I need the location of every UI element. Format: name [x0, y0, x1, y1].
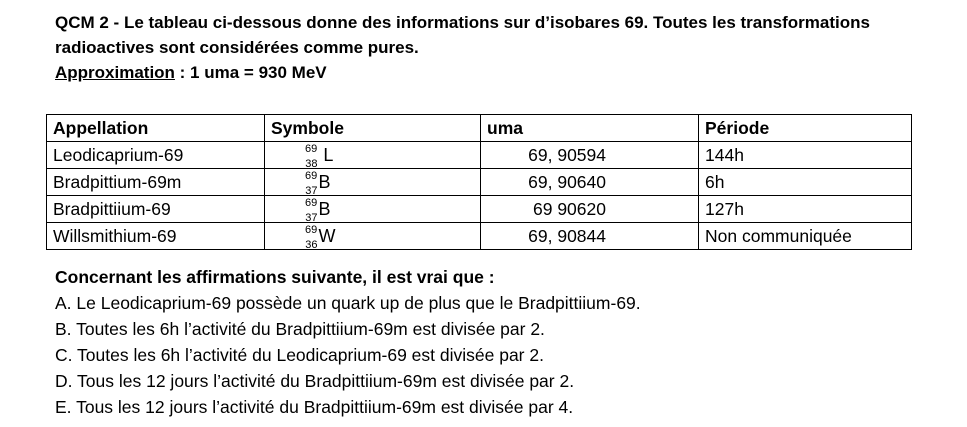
cell-appellation: Bradpittium-69m: [47, 169, 265, 196]
mass-number: 69: [305, 196, 318, 209]
cell-symbole: [265, 169, 481, 196]
table-row: [47, 169, 912, 196]
table-row: [47, 223, 912, 250]
cell-appellation: Willsmithium-69: [47, 223, 265, 250]
question-header: [55, 10, 955, 85]
cell-uma: 69, 90640: [481, 169, 699, 196]
question-block: [55, 264, 935, 420]
element-letter: B: [318, 198, 331, 219]
cell-symbole: [265, 223, 481, 250]
option-e: E. Tous les 12 jours l’activité du Bradpittiium-69m est divisée par 4.: [55, 397, 574, 417]
table-row: [47, 196, 912, 223]
mass-number: 69: [305, 223, 318, 236]
option-a: A. Le Leodicaprium-69 possède un quark up de plus que le Bradpittiium-69.: [55, 293, 641, 313]
option-c: C. Toutes les 6h l’activité du Leodicaprium-69 est divisée par 2.: [55, 345, 544, 365]
mass-number: 69: [305, 142, 318, 155]
cell-periode: Non communiquée: [699, 223, 912, 250]
approximation-line: [55, 60, 955, 85]
question-title: Concernant les affirmations suivante, il est vrai que :: [55, 267, 495, 287]
table-header-row: [47, 115, 912, 142]
header-line-2: radioactives sont considérées comme pures.: [55, 38, 419, 57]
element-letter: L: [323, 144, 334, 165]
cell-appellation: Leodicaprium-69: [47, 142, 265, 169]
header-symbole: Symbole: [265, 115, 481, 142]
table-row: [47, 142, 912, 169]
cell-appellation: Bradpittiium-69: [47, 196, 265, 223]
element-letter: B: [318, 171, 331, 192]
cell-periode: 127h: [699, 196, 912, 223]
atomic-number: 37: [305, 211, 318, 224]
atomic-number: 38: [305, 157, 318, 170]
cell-periode: 144h: [699, 142, 912, 169]
atomic-number: 37: [305, 184, 318, 197]
approximation-label: Approximation: [55, 63, 175, 82]
cell-uma: 69, 90594: [481, 142, 699, 169]
header-uma: uma: [481, 115, 699, 142]
cell-symbole: [265, 142, 481, 169]
element-letter: W: [318, 225, 336, 246]
header-appellation: Appellation: [47, 115, 265, 142]
option-d: D. Tous les 12 jours l’activité du Bradpittiium-69m est divisée par 2.: [55, 371, 575, 391]
approximation-value: : 1 uma = 930 MeV: [174, 63, 327, 82]
atomic-number: 36: [305, 238, 318, 251]
option-b: B. Toutes les 6h l’activité du Bradpittiium-69m est divisée par 2.: [55, 319, 545, 339]
cell-symbole: [265, 196, 481, 223]
isobar-table: [46, 114, 912, 250]
cell-uma: 69, 90844: [481, 223, 699, 250]
mass-number: 69: [305, 169, 318, 182]
cell-uma: 69 90620: [481, 196, 699, 223]
header-periode: Période: [699, 115, 912, 142]
header-line-1: QCM 2 - Le tableau ci-dessous donne des informations sur d’isobares 69. Toutes les transformations: [55, 13, 870, 32]
cell-periode: 6h: [699, 169, 912, 196]
